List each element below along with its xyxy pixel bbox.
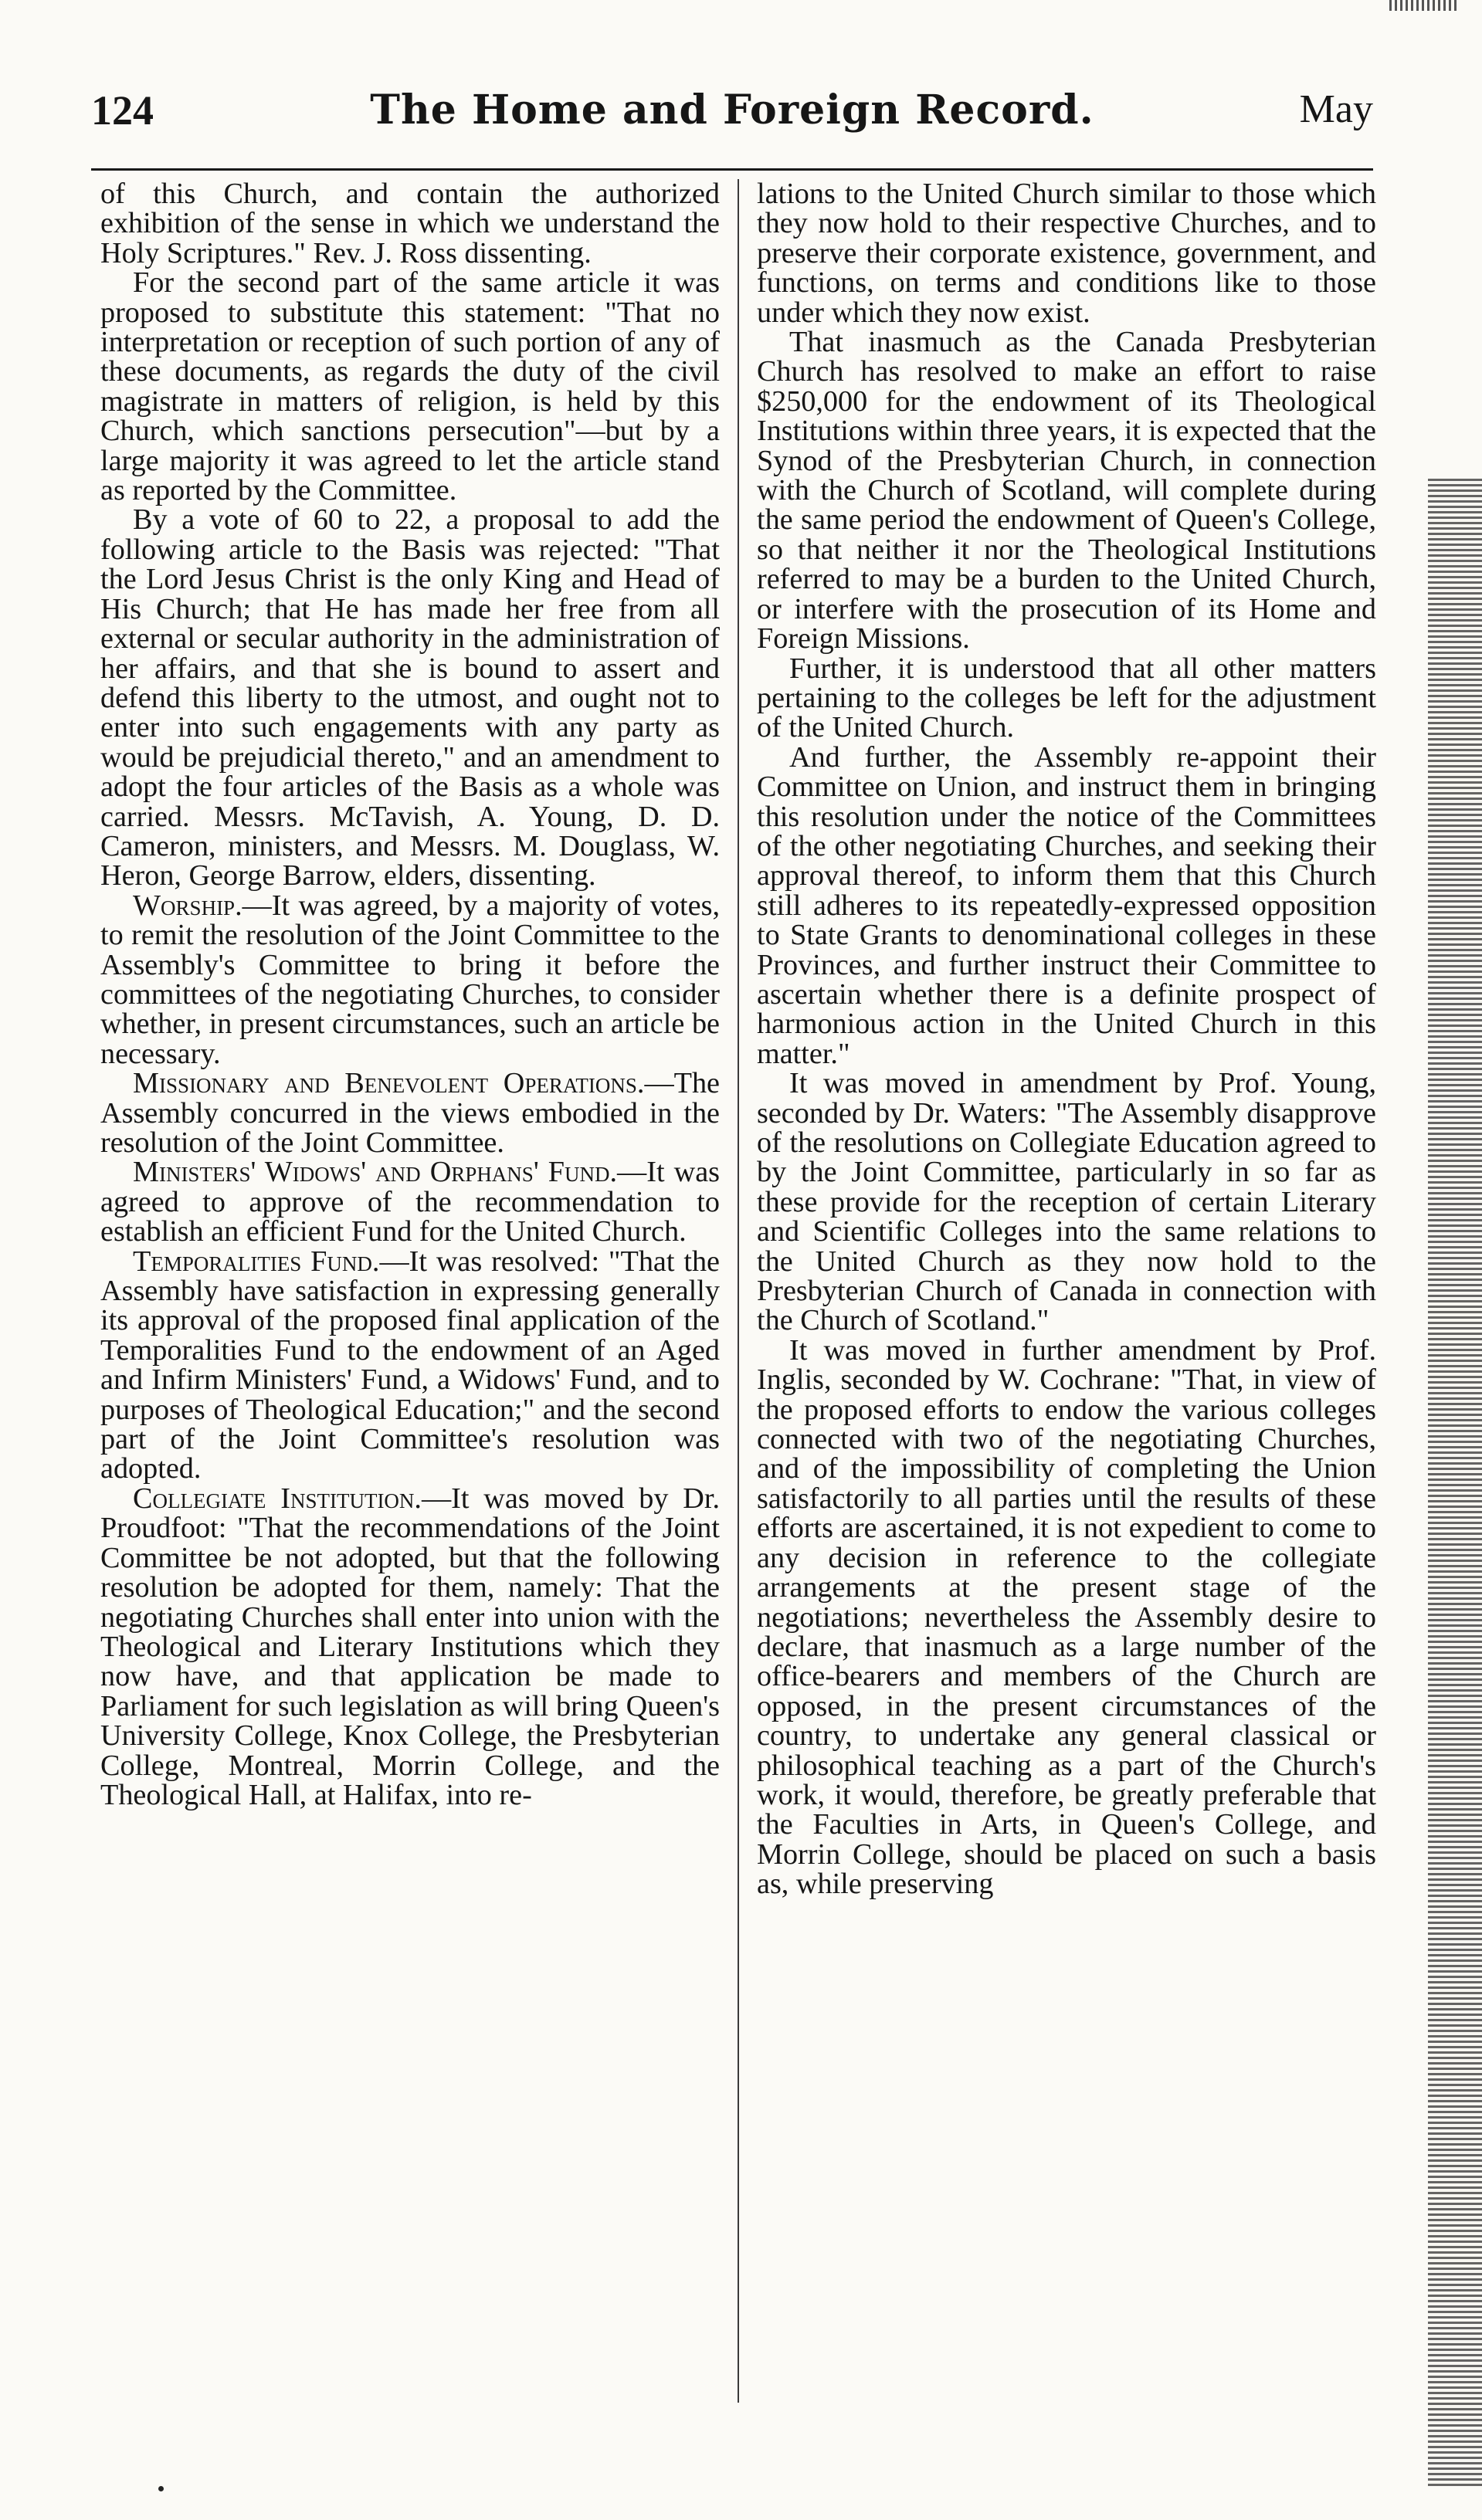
journal-title: The Home and Foreign Record. bbox=[370, 86, 1094, 134]
section-heading: Collegiate Institution. bbox=[133, 1482, 422, 1515]
section-body: —It was moved by Dr. Proudfoot: "That the recommendations of the Joint Committee be not adopted, but that the following resolution be adopted for them, namely: That the negotiating Churches shall enter into union with the Theological and Literary Institutions which they now have, and that application be made to Parliament for such legislation as will bring Queen's University College, Knox College, the Presbyterian College, Montreal, Morrin College, and the Theological Hall, at Halifax, into re- bbox=[100, 1482, 720, 1811]
paragraph: By a vote of 60 to 22, a proposal to add the following article to the Basis was rejected: "That the Lord Jesus Christ is the only King and Head of His Church; that He has made her free from all external or secular authority in the administration of her affairs, and that she is bound to assert and defend this liberty to the utmost, and ought not to enter into such engagements with any party as would be prejudicial thereto," and an amendment to adopt the four articles of the Basis as a whole was carried. Messrs. McTavish, A. Young, D. D. Cameron, ministers, and Messrs. M. Douglass, W. Heron, George Barrow, elders, dissenting. bbox=[100, 503, 720, 892]
page-number: 124 bbox=[91, 87, 154, 134]
section-heading: Ministers' Widows' and Orphans' Fund. bbox=[133, 1156, 618, 1189]
paragraph: It was moved in amendment by Prof. Young, seconded by Dr. Waters: "The Assembly disapprove of the resolutions on Collegiate Education agreed to by the Joint Committee, particularly in so far as these provide for the reception of certain Literary and Scientific Colleges into the same relations to the United Church as they now hold to the Presbyterian Church of Canada in connection with the Church of Scotland." bbox=[757, 1067, 1376, 1337]
left-column bbox=[100, 179, 720, 1810]
section-body: —The Assembly concurred in the views embodied in the resolution of the Joint Committee. bbox=[100, 1067, 720, 1159]
header-rule bbox=[91, 168, 1373, 171]
section-body: —It was agreed to approve of the recommendation to establish an efficient Fund for the United Church. bbox=[100, 1156, 720, 1248]
page-edge-scan-texture bbox=[1428, 479, 1482, 2486]
paragraph: That inasmuch as the Canada Presbyterian Church has resolved to make an effort to raise $250,000 for the endowment of its Theological Institutions within three years, it is expected that the Synod of the Presbyterian Church, in connection with the Church of Scotland, will complete during the same period the endowment of Queen's College, so that neither it nor the Theological Institutions referred to may be a burden to the United Church, or interfere with the prosecution of its Home and Foreign Missions. bbox=[757, 326, 1376, 655]
column-divider bbox=[738, 179, 739, 2403]
issue-month: May bbox=[1299, 87, 1373, 131]
paragraph: It was moved in further amendment by Prof. Inglis, seconded by W. Cochrane: "That, in view of the proposed efforts to endow the various colleges connected with two of the negotiating Churches, and of the impossibility of completing the Union satisfactorily to all parties until the results of these efforts are ascertained, it is not expedient to come to any decision in reference to the collegiate arrangements at the present stage of the negotiations; nevertheless the Assembly desire to declare, that inasmuch as a large number of the office-bearers and members of the Church are opposed, in the present circumstances of the country, to undertake any general classical or philosophical teaching as a part of the Church's work, it would, therefore, be greatly preferable that the Faculties in Arts, in Queen's College, and Morrin College, should be placed on such a basis as, while preserving bbox=[757, 1333, 1376, 1901]
section-body: —It was agreed, by a majority of votes, to remit the resolution of the Joint Committee to the Assembly's Committee to bring it before the committees of the negotiating Churches, to consider whether, in present circumstances, such an article be necessary. bbox=[100, 889, 720, 1070]
paragraph-widows-fund bbox=[100, 1157, 720, 1246]
paragraph-collegiate bbox=[100, 1484, 720, 1810]
ink-speck bbox=[158, 2486, 164, 2491]
paragraph-temporalities bbox=[100, 1247, 720, 1484]
paragraph: For the second part of the same article it was proposed to substitute this statement: "That no interpretation or reception of such portion of any of these documents, as regards the duty of the civil magistrate in matters of religion, is held by this Church, which sanctions persecution"—but by a large majority it was agreed to let the article stand as reported by the Committee. bbox=[100, 266, 720, 507]
paragraph: Further, it is understood that all other matters pertaining to the colleges be left for the adjustment of the United Church. bbox=[757, 652, 1376, 744]
right-column bbox=[757, 179, 1376, 1899]
paragraph: lations to the United Church similar to those which they now hold to their respective Churches, and to preserve their corporate existence, government, and functions, on terms and conditions like to those under which they now exist. bbox=[757, 178, 1376, 329]
section-heading: Worship. bbox=[133, 889, 242, 922]
paragraph: And further, the Assembly re-appoint their Committee on Union, and instruct them in bringing this resolution under the notice of the Committees of the other negotiating Churches, and seeking their approval thereof, to inform them that this Church still adheres to its repeatedly-expressed opposition to State Grants to denominational colleges in these Provinces, and further instruct their Committee to ascertain whether there is a definite prospect of harmonious action in the United Church in this matter." bbox=[757, 740, 1376, 1070]
paragraph-worship bbox=[100, 891, 720, 1069]
corner-scan-mark bbox=[1389, 0, 1459, 11]
paragraph-missionary bbox=[100, 1069, 720, 1157]
paragraph: of this Church, and contain the authorized exhibition of the sense in which we understand the Holy Scriptures." Rev. J. Ross dissenting. bbox=[100, 178, 720, 269]
section-body: —It was resolved: "That the Assembly have satisfaction in expressing generally its approval of the proposed final application of the Temporalities Fund to the endowment of an Aged and Infirm Ministers' Fund, a Widows' Fund, and to purposes of Theological Education;" and the second part of the Joint Committee's resolution was adopted. bbox=[100, 1245, 720, 1485]
section-heading: Temporalities Fund. bbox=[133, 1245, 380, 1278]
page-header bbox=[91, 86, 1373, 156]
section-heading: Missionary and Benevolent Operations. bbox=[133, 1067, 645, 1100]
